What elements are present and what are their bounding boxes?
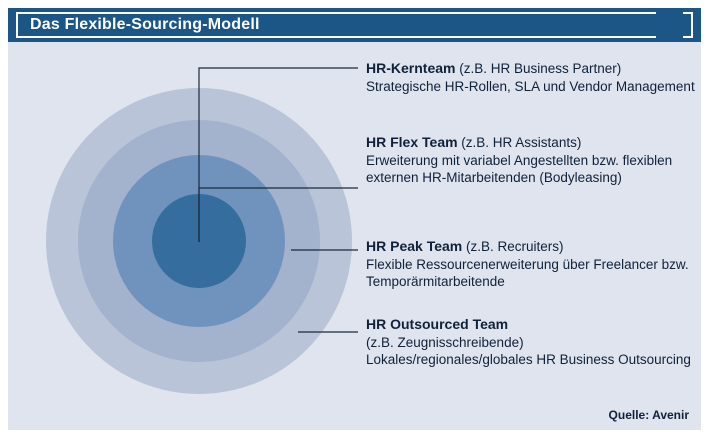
callout-body: Flexible Ressourcenerweiterung über Freelancer bzw. Temporärmitarbeitende [366, 256, 689, 289]
diagram-panel [8, 42, 701, 430]
title-bar [8, 8, 701, 42]
callout-heading-main: HR Outsourced Team [366, 316, 509, 332]
leader-lines [8, 42, 701, 430]
callout-heading-sub: (z.B. HR Assistants) [457, 135, 582, 150]
callout-body-line1: (z.B. Zeugnisschreibende) [366, 334, 524, 350]
title-bar-end-tab [683, 12, 693, 38]
callout-heading-main: HR Peak Team [366, 238, 463, 254]
page-title: Das Flexible-Sourcing-Modell [30, 16, 260, 33]
callout-heading [366, 134, 696, 152]
callout-body: Erweiterung mit variabel Angestellten bzw. flexiblen externen HR-Mitarbeitenden (Bodyleasing) [366, 152, 673, 185]
callout-heading-main: HR-Kernteam [366, 60, 456, 76]
callout-heading [366, 60, 696, 78]
callout-heading [366, 316, 696, 334]
callout-heading-sub: (z.B. HR Business Partner) [455, 61, 622, 76]
callout-body: Strategische HR-Rollen, SLA und Vendor Management [366, 78, 695, 94]
callout-heading-sub: (z.B. Recruiters) [462, 239, 564, 254]
callout-hr-flex-team [366, 134, 696, 187]
callout-heading-main: HR Flex Team [366, 134, 458, 150]
callout-hr-outsourced-team [366, 316, 696, 369]
title-bar-frame [16, 12, 656, 38]
callout-hr-peak-team [366, 238, 696, 291]
callout-heading [366, 238, 696, 256]
callout-hr-kernteam [366, 60, 696, 95]
source-credit: Quelle: Avenir [608, 408, 689, 422]
callout-body: Lokales/regionales/globales HR Business Outsourcing [366, 352, 691, 367]
